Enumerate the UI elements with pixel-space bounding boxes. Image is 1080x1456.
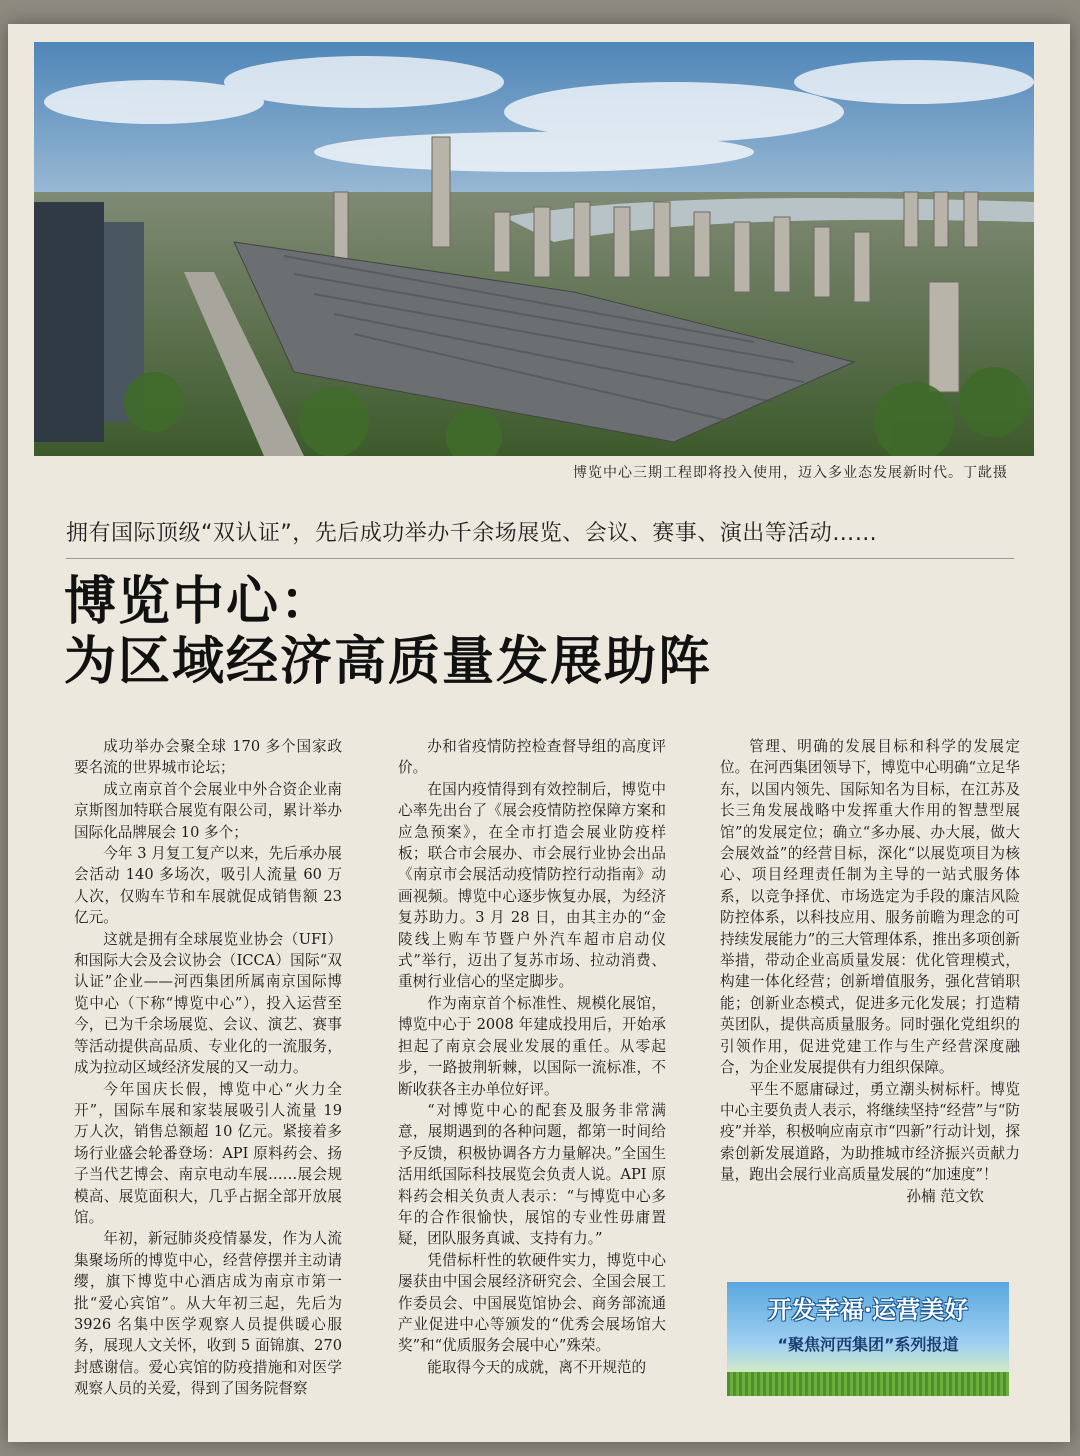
bleed-through-text: [770, 609, 1070, 699]
paragraph: 能取得今天的成就，离不开规范的: [427, 1358, 647, 1376]
paragraph: 在国内疫情得到有效控制后，博览中心率先出台了《展会疫情防控保障方案和应急预案》，在全市打造会展业防疫样板；联合市会展办、市会展行业协会出品《南京市会展活动疫情防控行动指南》动画视频。博览中心逐步恢复办展，为经济复苏助力。3 月 28 日，由其主办的“金陵线上购车节暨户外汽车超市启动仪式”举行，迈出了复苏市场、拉动消费、重树行业信心的坚定脚步。: [398, 780, 666, 991]
article-column-3: [720, 736, 1020, 1207]
series-badge: [727, 1282, 1009, 1396]
paragraph: 办和省疫情防控检查督导组的高度评价。: [398, 738, 666, 777]
paragraph: 作为南京首个标准性、规模化展馆，博览中心于 2008 年建成投用后，开始承担起了南京会展业发展的重任。从零起步，一路披荆斩棘，以国际一流标准，不断收获各主办单位好评。: [398, 994, 666, 1098]
badge-title: 开发幸福·运营美好: [767, 1295, 969, 1324]
photo-caption: 博览中心三期工程即将投入使用，迈入多业态发展新时代。丁龀摄: [573, 465, 1008, 481]
article-column-1: [74, 736, 342, 1400]
headline: [64, 572, 712, 692]
headline-line-1: 博览中心：: [64, 571, 335, 632]
paragraph: 今年国庆长假，博览中心“火力全开”，国际车展和家装展吸引人流量 19 万人次，销售总额超 10 亿元。紧接着多场行业盛会轮番登场：API 原料药会、扬子当代艺博会、南京电动车展……展会规模高、展览面积大，几乎占据全部开放展馆。: [74, 1080, 342, 1226]
byline: 孙楠 范文钦: [906, 1187, 984, 1205]
grass-decoration: [727, 1372, 1009, 1396]
paragraph: 今年 3 月复工复产以来，先后承办展会活动 140 多场次，吸引人流量 60 万人次，仅购车节和车展就促成销售额 23 亿元。: [74, 845, 342, 927]
paragraph: 这就是拥有全球展览业协会（UFI）和国际大会及会议协会（ICCA）国际“双认证”企业——河西集团所属南京国际博览中心（下称“博览中心”），投入运营至今，已为千余场展览、会议、演艺、赛事等活动提供高品质、专业化的一流服务，成为拉动区域经济发展的又一动力。: [74, 930, 342, 1077]
paragraph: “对博览中心的配套及服务非常满意，展期遇到的各种问题，都第一时间给予反馈，积极协调各方力量解决。”全国生活用纸国际科技展览会负责人说。API 原料药会相关负责人表示：“与博览中心多年的合作很愉快，展馆的专业性毋庸置疑，团队服务真诚、支持有力。”: [398, 1101, 666, 1248]
paragraph: 管理、明确的发展目标和科学的发展定位。在河西集团领导下，博览中心明确“立足华东，以国内领先、国际知名为目标，在江苏及长三角发展战略中发挥重大作用的智慧型展馆”的发展定位；确立“多办展、办大展，做大会展效益”的经营目标，深化“以展览项目为核心、项目经理责任制为主导的一站式服务体系，以竞争择优、市场选定为手段的廉洁风险防控体系，以科技应用、服务前瞻为理念的可持续发展能力”的三大管理体系，推出多项创新举措，带动企业高质量发展：优化管理模式，构建一体化经营；创新增值服务，强化营销职能；创新业态模式，促进多元化发展；打造精英团队，提供高质量服务。同时强化党组织的引领作用，促进党建工作与生产经营深度融合，为企业发展提供有力组织保障。: [720, 738, 1020, 1077]
paragraph: 成立南京首个会展业中外合资企业南京斯图加特联合展览有限公司，累计举办国际化品牌展会 10 多个；: [74, 780, 342, 841]
aerial-photo: [34, 42, 1034, 456]
article-column-2: [398, 736, 666, 1378]
paragraph: 平生不愿庸碌过，勇立潮头树标杆。博览中心主要负责人表示，将继续坚持“经营”与“防疫”并举，积极响应南京市“四新”行动计划，探索创新发展道路，为助推城市经济振兴贡献力量，跑出会展行业高质量发展的“加速度”！: [720, 1080, 1020, 1184]
subheadline: 拥有国际顶级“双认证”，先后成功举办千余场展览、会议、赛事、演出等活动……: [66, 521, 878, 546]
paragraph: 凭借标杆性的软硬件实力，博览中心屡获由中国会展经济研究会、全国会展工作委员会、中国展览馆协会、商务部流通产业促进中心等颁发的“优秀会展场馆大奖”和“优质服务会展中心”殊荣。: [398, 1251, 666, 1355]
badge-subtitle: “聚焦河西集团”系列报道: [777, 1335, 959, 1354]
paragraph: 成功举办会聚全球 170 多个国家政要名流的世界城市论坛；: [74, 738, 342, 777]
divider: [66, 558, 1014, 559]
paragraph: 年初，新冠肺炎疫情暴发，作为人流集聚场所的博览中心，经营停摆并主动请缨，旗下博览中心酒店成为南京市第一批“爱心宾馆”。从大年初三起，先后为 3926 名集中医学观察人员提供暖心服务，展现人文关怀，收到 5 面锦旗、270 封感谢信。爱心宾馆的防疫措施和对医学观察人员的关爱，得到了国务院督察: [74, 1230, 342, 1398]
headline-line-2: 为区域经济高质量发展助阵: [64, 631, 713, 692]
